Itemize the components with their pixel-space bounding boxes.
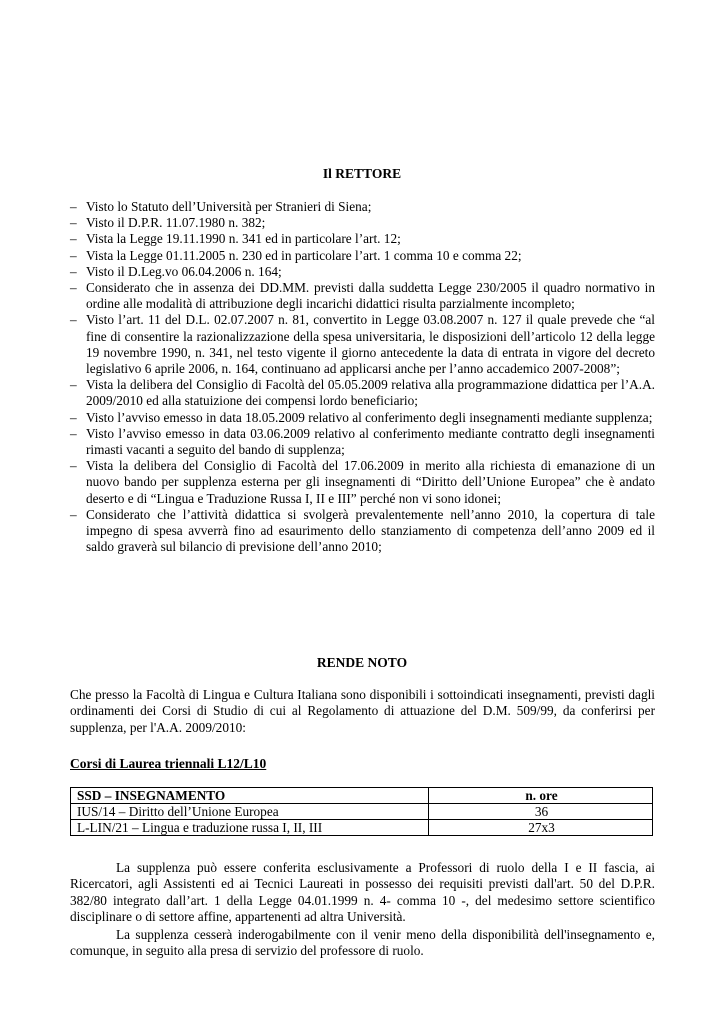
list-item xyxy=(70,426,655,458)
intro-paragraph: Che presso la Facoltà di Lingua e Cultura Italiana sono disponibili i sottoindicati insegnamenti, previsti dagli ordinamenti dei Corsi di Studio di cui al Regolamento di attuazione del D.M. 509/99, da conferirsi per supplenza, per l'A.A. 2009/2010: xyxy=(70,687,655,735)
list-item-text: Vista la delibera del Consiglio di Facoltà del 17.06.2009 in merito alla richiesta di emanazione di un nuovo bando per supplenza esterna per gli insegnamenti di “Diritto dell’Unione Europea” che è andato deserto e di “Lingua e Traduzione Russa I, II e III” perché non vi sono idonei; xyxy=(86,458,655,506)
considerations-list xyxy=(70,199,655,555)
body-paragraph: La supplenza può essere conferita esclusivamente a Professori di ruolo della I e II fascia, ai Ricercatori, agli Assistenti ed ai Tecnici Laureati in possesso dei requisiti previsti dall'art. 50 del D.P.R. 382/80 integrato dall’art. 1 della Legge 04.01.1999 n. 4- comma 10 -, del medesimo settore scientifico disciplinare o di settore affine, appartenenti ad altra Università. xyxy=(70,860,655,925)
list-item xyxy=(70,312,655,377)
dash-bullet: – xyxy=(70,199,77,214)
list-item xyxy=(70,458,655,507)
list-item-text: Visto lo Statuto dell’Università per Stranieri di Siena; xyxy=(86,199,372,214)
table-row xyxy=(71,804,653,820)
list-item-text: Considerato che l’attività didattica si svolgerà prevalentemente nell’anno 2010, la copertura di tale impegno di spesa avverrà fino ad esaurimento dello stanziamento di competenza dell’anno 2009 ed il saldo graverà sul bilancio di previsione dell’anno 2010; xyxy=(86,506,655,555)
list-item-text: Visto l’avviso emesso in data 18.05.2009 relativo al conferimento degli insegnamenti mediante supplenza; xyxy=(86,409,653,425)
dash-bullet: – xyxy=(70,280,77,296)
list-item xyxy=(70,264,655,280)
dash-bullet: – xyxy=(70,247,77,263)
dash-bullet: – xyxy=(70,215,77,231)
document-title: Il RETTORE xyxy=(322,166,402,181)
table-row xyxy=(71,820,653,836)
list-item-text: Visto il D.Leg.vo 06.04.2006 n. 164; xyxy=(86,263,282,279)
table-cell: 27x3 xyxy=(429,820,653,836)
courses-table xyxy=(70,787,653,836)
table-header-row xyxy=(71,788,653,804)
list-item xyxy=(70,215,655,231)
list-item xyxy=(70,377,655,409)
dash-bullet: – xyxy=(70,425,77,441)
table-cell: IUS/14 – Diritto dell’Unione Europea xyxy=(71,804,429,820)
table-cell: L-LIN/21 – Lingua e traduzione russa I, II, III xyxy=(71,820,429,836)
body-paragraph: La supplenza cesserà inderogabilmente con il venir meno della disponibilità dell'insegnamento e, comunque, in seguito alla presa di servizio del professore di ruolo. xyxy=(70,927,655,959)
list-item xyxy=(70,248,655,264)
list-item xyxy=(70,199,655,215)
dash-bullet: – xyxy=(70,506,77,522)
list-item-text: Visto l’avviso emesso in data 03.06.2009 relativo al conferimento mediante contratto degli insegnamenti rimasti vacanti a seguito del bando di supplenza; xyxy=(86,425,655,458)
list-item xyxy=(70,507,655,556)
list-item xyxy=(70,280,655,312)
course-heading: Corsi di Laurea triennali L12/L10 xyxy=(70,756,267,771)
list-item-text: Vista la Legge 01.11.2005 n. 230 ed in particolare l’art. 1 comma 10 e comma 22; xyxy=(86,247,522,263)
dash-bullet: – xyxy=(70,409,77,425)
list-item xyxy=(70,410,655,426)
dash-bullet: – xyxy=(70,377,77,393)
table-header-cell: SSD – INSEGNAMENTO xyxy=(71,788,429,804)
list-item-text: Vista la Legge 19.11.1990 n. 341 ed in particolare l’art. 12; xyxy=(86,231,401,247)
table-cell: 36 xyxy=(429,804,653,820)
dash-bullet: – xyxy=(70,312,77,328)
list-item xyxy=(70,231,655,247)
list-item-text: Vista la delibera del Consiglio di Facoltà del 05.05.2009 relativa alla programmazione didattica per l’A.A. 2009/2010 ed alla statuizione dei compensi lordo beneficiario; xyxy=(86,377,655,409)
dash-bullet: – xyxy=(70,263,77,279)
list-item-text: Visto l’art. 11 del D.L. 02.07.2007 n. 81, convertito in Legge 03.08.2007 n. 127 il quale prevede che “al fine di consentire la razionalizzazione della spesa universitaria, le disposizioni dell’articolo 12 della legge 19 novembre 1990, n. 341, nel testo vigente il giorno antecedente la data di entrata in vigore del decreto legislativo 6 aprile 2006, n. 164, continuano ad applicarsi anche per l’anno accademico 2007-2008”; xyxy=(86,312,655,377)
section-title: RENDE NOTO xyxy=(316,655,408,670)
dash-bullet: – xyxy=(70,231,77,247)
table-header-cell: n. ore xyxy=(429,788,653,804)
dash-bullet: – xyxy=(70,458,77,474)
list-item-text: Visto il D.P.R. 11.07.1980 n. 382; xyxy=(86,215,266,231)
list-item-text: Considerato che in assenza dei DD.MM. previsti dalla suddetta Legge 230/2005 il quadro normativo in ordine alle modalità di attribuzione degli incarichi didattici risulta parzialmente incompleto; xyxy=(86,280,655,312)
